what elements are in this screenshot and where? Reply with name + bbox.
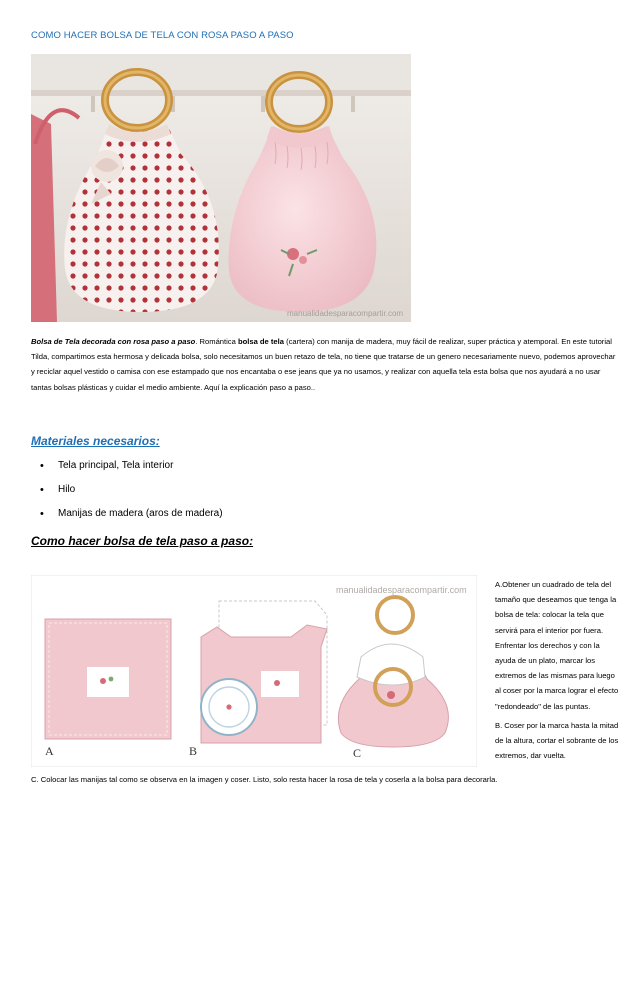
intro-bold: bolsa de tela [237, 337, 284, 346]
diagram-watermark: manualidadesparacompartir.com [336, 585, 467, 595]
step-a-text: A.Obtener un cuadrado de tela del tamaño que deseamos que tenga la bolsa de tela: colocar la tela que servirá para el interior por fuera. Enfrentar los derechos y con la ayuda de un plato, marcar los extremos de las mismas para luego al coser por la marca lograr el efecto "redondeado" de las puntas. [495, 580, 619, 711]
step-instructions [495, 577, 621, 767]
list-item: • Hilo [40, 482, 223, 506]
intro-text-1: . Romántica [195, 337, 238, 346]
list-item: • Tela principal, Tela interior [40, 458, 223, 482]
photo-watermark: manualidadesparacompartir.com [287, 309, 404, 318]
diagram-label-a: A [45, 744, 54, 758]
page-title: COMO HACER BOLSA DE TELA CON ROSA PASO A PASO [31, 30, 294, 41]
step-b-text: B. Coser por la marca hasta la mitad de la altura, cortar el sobrante de los extremos, dar vuelta. [495, 720, 619, 761]
intro-text-2: (cartera) con manija de madera, muy fácil de realizar, super práctica y atemporal. En este tutorial Tilda, compartimos esta hermosa y delicada bolsa, solo necesitamos un buen retazo de tela, no tiene que tratarse de un genero necesariamente nuevo, podemos aprovechar y reciclar aquel vestido o camisa con ese estampado que nos encantaba o ese jeans que ya no usamos, y realizar con aquella tela esta bolsa que nos ayudará a no usar tantas bolsas plásticas y cuidar el medio ambiente. Aquí la explicación paso a paso.. [31, 337, 616, 392]
diagram-label-c: C [353, 746, 362, 760]
materials-list [40, 458, 223, 530]
step-c-text: C. Colocar las manijas tal como se observa en la imagen y coser. Listo, solo resta hacer la rosa de tela y coserla a la bolsa para decorarla. [31, 775, 498, 784]
materials-heading: Materiales necesarios: [31, 434, 160, 448]
intro-paragraph [31, 334, 621, 395]
diagram-label-b: B [189, 744, 198, 758]
list-item: • Manijas de madera (aros de madera) [40, 506, 223, 530]
steps-diagram [31, 575, 477, 767]
intro-lead: Bolsa de Tela decorada con rosa paso a paso [31, 337, 196, 346]
steps-heading: Como hacer bolsa de tela paso a paso: [31, 534, 254, 548]
bags-photo [31, 54, 411, 322]
